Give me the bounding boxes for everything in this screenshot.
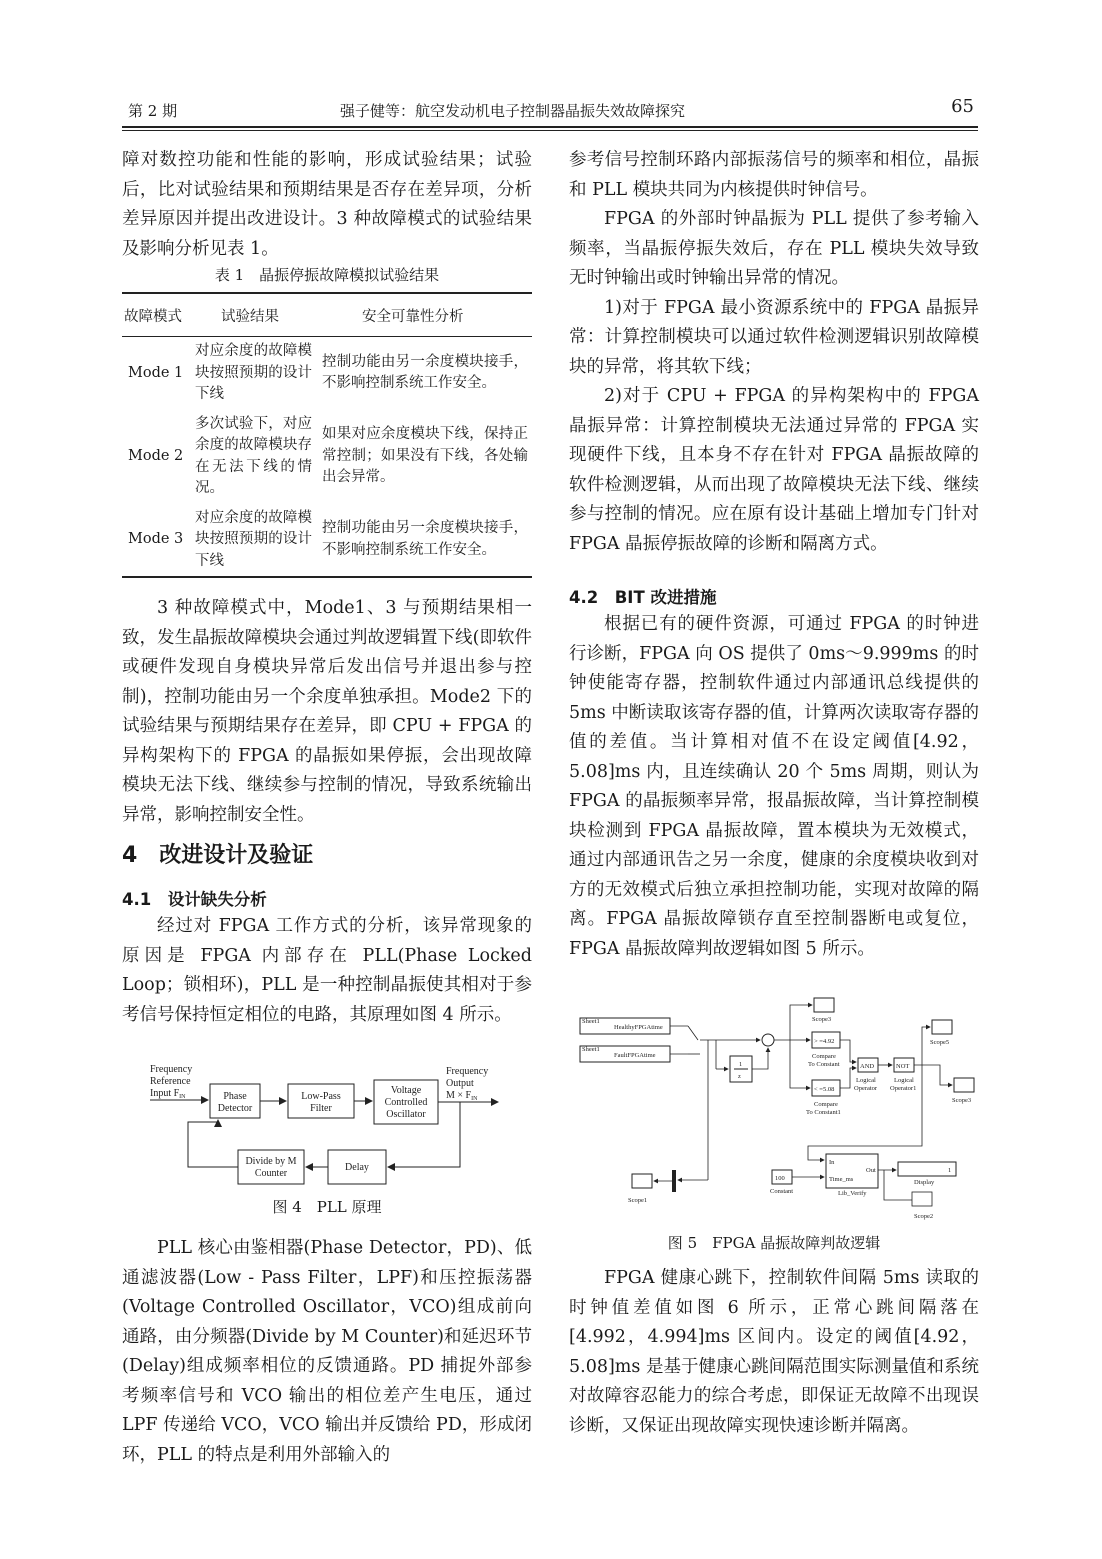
scope1-label: Scope1 [628,1197,648,1204]
lib-verify-label: Lib_Verify [838,1190,867,1197]
and-text: AND [860,1063,875,1070]
right-para-4: 2)对于 CPU + FPGA 的异构架构中的 FPGA 晶振异常：计算控制模块无法通过异常的 FPGA 实现硬件下线，且本身不存在针对 FPGA 晶振故障的软件检测逻辑，从而出现了故障模块无法下线、继续参与控制的情况。应在原有设计基础上增加专门针对 FPGA 晶振停振故障的诊断和隔离方式。 [569,386,979,554]
lib-time-port: Time_ms [829,1176,854,1183]
right-bit-paragraph: 根据已有的硬件资源，可通过 FPGA 的时钟进行诊断，FPGA 向 OS 提供了 0ms～9.999ms 的时钟使能寄存器，控制软件通过内部通讯总线提供的 5ms 中断读取该寄存器的值，计算两次读取寄存器的值的差值。当计算相对值不在设定阈值[4.92，5.08]ms 内，且连续确认 20 个 5ms 周期，则认为 FPGA 的晶振频率异常，报晶振故障，当计算控制模块检测到 FPGA 晶振故障，置本模块为无效模式，通过内部通讯告之另一余度，健康的余度模块收到对方的无效模式后独立承担控制功能，实现对故障的隔离。FPGA 晶振故障锁存直至控制器断电或复位，FPGA 晶振故障判故逻辑如图 5 所示。 [569,614,979,959]
scope3-label: Scope3 [812,1016,832,1023]
table-cell-result: 对应余度的故障模块按照预期的设计下线 [195,509,312,569]
left-results-paragraph: 3 种故障模式中，Mode1、3 与预期结果相一致，发生晶振故障模块会通过判故逻辑置下线(即软件或硬件发现自身模块异常后发出信号并退出参与控制)，控制功能由另一个余度单独承担。Mode2 下的试验结果与预期结果存在差异，即 CPU + FPGA 的异构架构下的 FPGA 的晶振如果停振，会出现故障模块无法下线、继续参与控制的情况，导致系统输出异常，影响控制安全性。 [122,598,532,825]
header-rule-thin [122,130,978,131]
cmp2-value: < =5.08 [814,1086,835,1093]
table-header-row [122,293,532,337]
display-value: 1 [948,1167,952,1174]
lib-in-port: In [829,1159,835,1166]
lpf-label-1: Low-Pass [301,1091,341,1102]
right-para-1: 参考信号控制环路内部振荡信号的频率和相位，晶振和 PLL 模块共同为内核提供时钟信号。 [569,150,979,200]
figure-5-caption: 图 5 FPGA 晶振故障判故逻辑 [667,1234,881,1252]
table-cell-mode: Mode 1 [128,364,184,381]
fig4-input-label-1: Frequency [150,1064,193,1075]
section-4-heading: 4 改进设计及验证 [122,843,314,868]
pd-label-1: Phase [223,1091,247,1102]
lpf-label-2: Filter [310,1103,332,1114]
vco-label-2: Controlled [384,1097,428,1108]
table-cell-result: 对应余度的故障模块按照预期的设计下线 [195,343,312,402]
constant-label: Constant [770,1188,794,1195]
and-label-1: Logical [856,1077,876,1084]
healthy-source-label: HealthyFPGAtime [614,1024,663,1031]
cmp2-label-1: Compare [814,1101,838,1108]
right-heartbeat-paragraph: FPGA 健康心跳下，控制软件间隔 5ms 读取的时钟值差值如图 6 所示，正常心跳间隔落在[4.992，4.994]ms 区间内。设定的阈值[4.92，5.08]ms 是基于健康心跳间隔范围实际测量值和系统对故障容忍能力的综合考虑，即保证无故障不出现误诊断，又保证出现故障实现快速诊断并隔离。 [569,1268,979,1436]
fig4-input-label-2: Reference [150,1076,191,1087]
mux-bar [672,1170,676,1192]
right-para-2: FPGA 的外部时钟晶振为 PLL 提供了参考输入频率，当晶振停振失效后，存在 PLL 模块失效导致无时钟输出或时钟输出异常的情况。 [569,209,979,288]
scope3b-label: Scope3 [952,1097,972,1104]
figure-5-fault-logic-diagram [576,994,976,1222]
gain-num: 1 [739,1061,743,1068]
table-cell-analysis: 控制功能由另一余度模块接手，不影响控制系统工作安全。 [322,520,528,558]
display-label: Display [914,1179,935,1186]
pd-label-2: Detector [217,1103,253,1114]
running-header [122,96,978,126]
fig4-output-label-2: Output [446,1078,474,1089]
right-para-3: 1)对于 FPGA 最小资源系统中的 FPGA 晶振异常：计算控制模块可以通过软件检测逻辑识别故障模块的异常，将其软下线； [569,297,979,377]
cmp2-label-2: To Constant1 [806,1109,841,1116]
table-header-analysis: 安全可靠性分析 [322,293,532,337]
table-row [122,504,532,578]
sum-block [762,1034,774,1046]
scope2-label: Scope2 [914,1213,934,1220]
header-rule [122,126,978,128]
constant-value: 100 [775,1175,785,1182]
cmp1-value: > =4.92 [814,1038,835,1045]
left-pll-paragraph: PLL 核心由鉴相器(Phase Detector，PD)、低通滤波器(Low - Pass Filter，LPF)和压控振荡器(Voltage Controlled Oscillator，VCO)组成前向通路，由分频器(Divide by M Counter)和延迟环节(Delay)组成频率相位的反馈通路。PD 捕捉外部参考频率信号和 VCO 输出的相位差产生电压，通过 LPF 传递给 VCO，VCO 输出并反馈给 PD，形成闭环，PLL 的特点是利用外部输入的 [122,1238,532,1465]
and-label-2: Operator [854,1085,878,1092]
scope1 [632,1174,652,1188]
figure-4-caption: 图 4 PLL 原理 [272,1198,382,1216]
section-4-2-heading: 4.2 BIT 改进措施 [569,588,717,607]
fig4-output-label-3: $M \times F_{IN}$ [446,1090,478,1102]
scope2 [912,1192,932,1206]
table-cell-mode: Mode 3 [128,531,184,547]
not-label-1: Logical [894,1077,914,1084]
scope3-right [954,1078,974,1092]
scope3-top [814,998,834,1012]
table-row [122,337,532,410]
not-text: NOT [896,1063,910,1070]
fig4-input-label-3: Input $F_{IN}$ [150,1088,186,1100]
gain-den: z [738,1073,741,1080]
right-column-text [569,146,979,559]
div-label-2: Counter [254,1168,288,1179]
fault-source-label: FaultFPGAtime [614,1052,656,1059]
sheet1-label: Sheet1 [582,1018,600,1025]
cmp1-label-2: To Constant [808,1061,840,1068]
cmp1-label-1: Compare [812,1053,836,1060]
table1-caption: 表 1 晶振停振故障模拟试验结果 [214,266,440,284]
fig4-output-label-1: Frequency [446,1066,489,1077]
table-cell-analysis: 如果对应余度模块下线，保持正常控制；如果没有下线，各处输出会异常。 [322,426,528,486]
delay-label: Delay [345,1162,369,1173]
scope5 [932,1020,952,1034]
left-41-paragraph: 经过对 FPGA 工作方式的分析，该异常现象的原因是 FPGA 内部存在 PLL(Phase Locked Loop；锁相环)，PLL 是一种控制晶振使其相对于参考信号保持恒定相位的电路，其原理如图 4 所示。 [122,916,532,1025]
table-cell-result: 多次试验下，对应余度的故障模块存在无法下线的情况。 [195,415,312,496]
vco-label-3: Oscillator [386,1109,426,1120]
vco-label-1: Voltage [390,1085,422,1096]
div-label-1: Divide by M [245,1156,297,1167]
sheet2-label: Sheet1 [582,1046,600,1053]
table-header-result: 试验结果 [195,293,322,337]
table1 [122,292,532,578]
table-header-mode: 故障模式 [122,293,195,337]
table-cell-mode: Mode 2 [128,447,184,464]
table-cell-analysis: 控制功能由另一余度模块接手，不影响控制系统工作安全。 [322,353,528,392]
section-4-1-heading: 4.1 设计缺失分析 [122,890,267,909]
page-number: 65 [951,96,974,117]
running-title: 强子健等：航空发动机电子控制器晶振失效故障探究 [340,102,686,120]
left-intro-paragraph: 障对数控功能和性能的影响，形成试验结果；试验后，比对试验结果和预期结果是否存在差异项，分析差异原因并提出改进设计。3 种故障模式的试验结果及影响分析见表 1。 [122,150,532,259]
scope5-label: Scope5 [930,1039,950,1046]
figure-4-pll-diagram [148,1062,508,1192]
issue-number: 第 2 期 [128,102,178,120]
lib-out-port: Out [866,1167,876,1174]
table-row [122,410,532,504]
not-label-2: Operator1 [890,1085,917,1092]
